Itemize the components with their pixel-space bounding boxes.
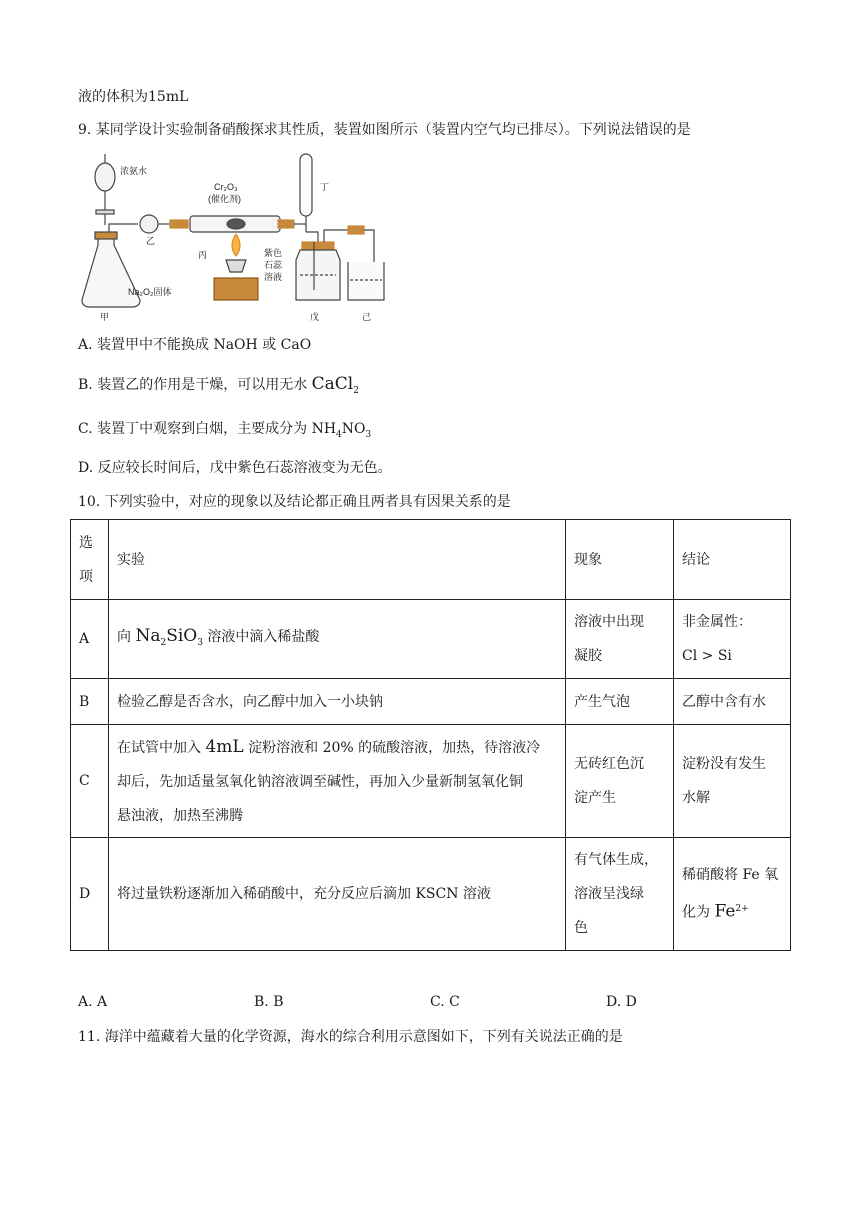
row-c-conclusion: 淀粉没有发生 水解: [674, 725, 791, 838]
row-a-select: A: [71, 600, 109, 679]
row-d-select: D: [71, 838, 109, 951]
label-catalyst: (催化剂): [208, 194, 241, 204]
apparatus-diagram: [78, 150, 398, 330]
question-10-stem: 10. 下列实验中，对应的现象以及结论都正确且两者具有因果关系的是: [78, 494, 511, 510]
q9-option-a: A. 装置甲中不能换成 NaOH 或 CaO: [78, 337, 312, 353]
table-row: [71, 838, 791, 951]
row-d-conclusion: 稀硝酸将 Fe 氧 化为 $Fe^{2+}$: [674, 838, 791, 951]
row-c-experiment: 在试管中加入 4mL 淀粉溶液和 20% 的硫酸溶液，加热，待溶液冷 却后，先加适量氢氧化钠溶液调至碱性，再加入少量新制氢氧化铜 悬浊液，加热至沸腾: [109, 725, 566, 838]
row-a-phenomenon: 溶液中出现 凝胶: [566, 600, 674, 679]
label-wu: 戊: [310, 312, 320, 322]
header-phenomenon: 现象: [566, 520, 674, 600]
label-ding: 丁: [320, 182, 330, 192]
q10-table: [70, 519, 791, 951]
header-experiment: 实验: [109, 520, 566, 600]
row-b-conclusion: 乙醇中含有水: [674, 679, 791, 725]
row-b-phenomenon: 产生气泡: [566, 679, 674, 725]
question-9-stem: 9. 某同学设计实验制备硝酸探求其性质，装置如图所示（装置内空气均已排尽）。下列说法错误的是: [78, 122, 691, 138]
q9-option-c: C. 装置丁中观察到白烟，主要成分为 $NH_4NO_3$: [78, 421, 372, 440]
label-yi: 乙: [146, 236, 156, 246]
label-na2o2: Na₂O₂固体: [128, 287, 172, 297]
row-d-experiment: 将过量铁粉逐渐加入稀硝酸中，充分反应后滴加 KSCN 溶液: [109, 838, 566, 951]
row-c-phenomenon: 无砖红色沉 淀产生: [566, 725, 674, 838]
q9-option-b: B. 装置乙的作用是干燥，可以用无水 CaCl$_2$: [78, 374, 359, 396]
row-b-select: B: [71, 679, 109, 725]
header-conclusion: 结论: [674, 520, 791, 600]
label-litmus-2: 石蕊: [264, 260, 283, 270]
question-11-stem: 11. 海洋中蕴藏着大量的化学资源，海水的综合利用示意图如下，下列有关说法正确的是: [78, 1029, 623, 1045]
table-row: [71, 600, 791, 679]
q10-answer-a: A. A: [78, 994, 108, 1010]
table-row: [71, 725, 791, 838]
header-select: 选 项: [71, 520, 109, 600]
table-header-row: [71, 520, 791, 600]
q9-option-d: D. 反应较长时间后，戊中紫色石蕊溶液变为无色。: [78, 460, 392, 476]
label-nongan: 浓氨水: [120, 166, 148, 176]
label-litmus-1: 紫色: [264, 248, 283, 258]
row-a-conclusion: 非金属性： Cl > Si: [674, 600, 791, 679]
q10-answer-d: D. D: [606, 994, 637, 1010]
previous-question-tail: 液的体积为15mL: [78, 89, 189, 105]
label-cr2o3: Cr₂O₃: [214, 182, 238, 192]
row-d-phenomenon: 有气体生成， 溶液呈浅绿 色: [566, 838, 674, 951]
row-a-experiment: 向 $Na_2SiO_3$ 溶液中滴入稀盐酸: [109, 600, 566, 679]
label-litmus-3: 溶液: [264, 272, 283, 282]
table-row: [71, 679, 791, 725]
label-jia: 甲: [100, 312, 110, 322]
row-c-select: C: [71, 725, 109, 838]
label-ji: 己: [362, 312, 372, 322]
q10-answer-c: C. C: [430, 994, 460, 1010]
row-b-experiment: 检验乙醇是否含水，向乙醇中加入一小块钠: [109, 679, 566, 725]
q10-answer-b: B. B: [254, 994, 284, 1010]
label-bing: 丙: [198, 250, 208, 260]
